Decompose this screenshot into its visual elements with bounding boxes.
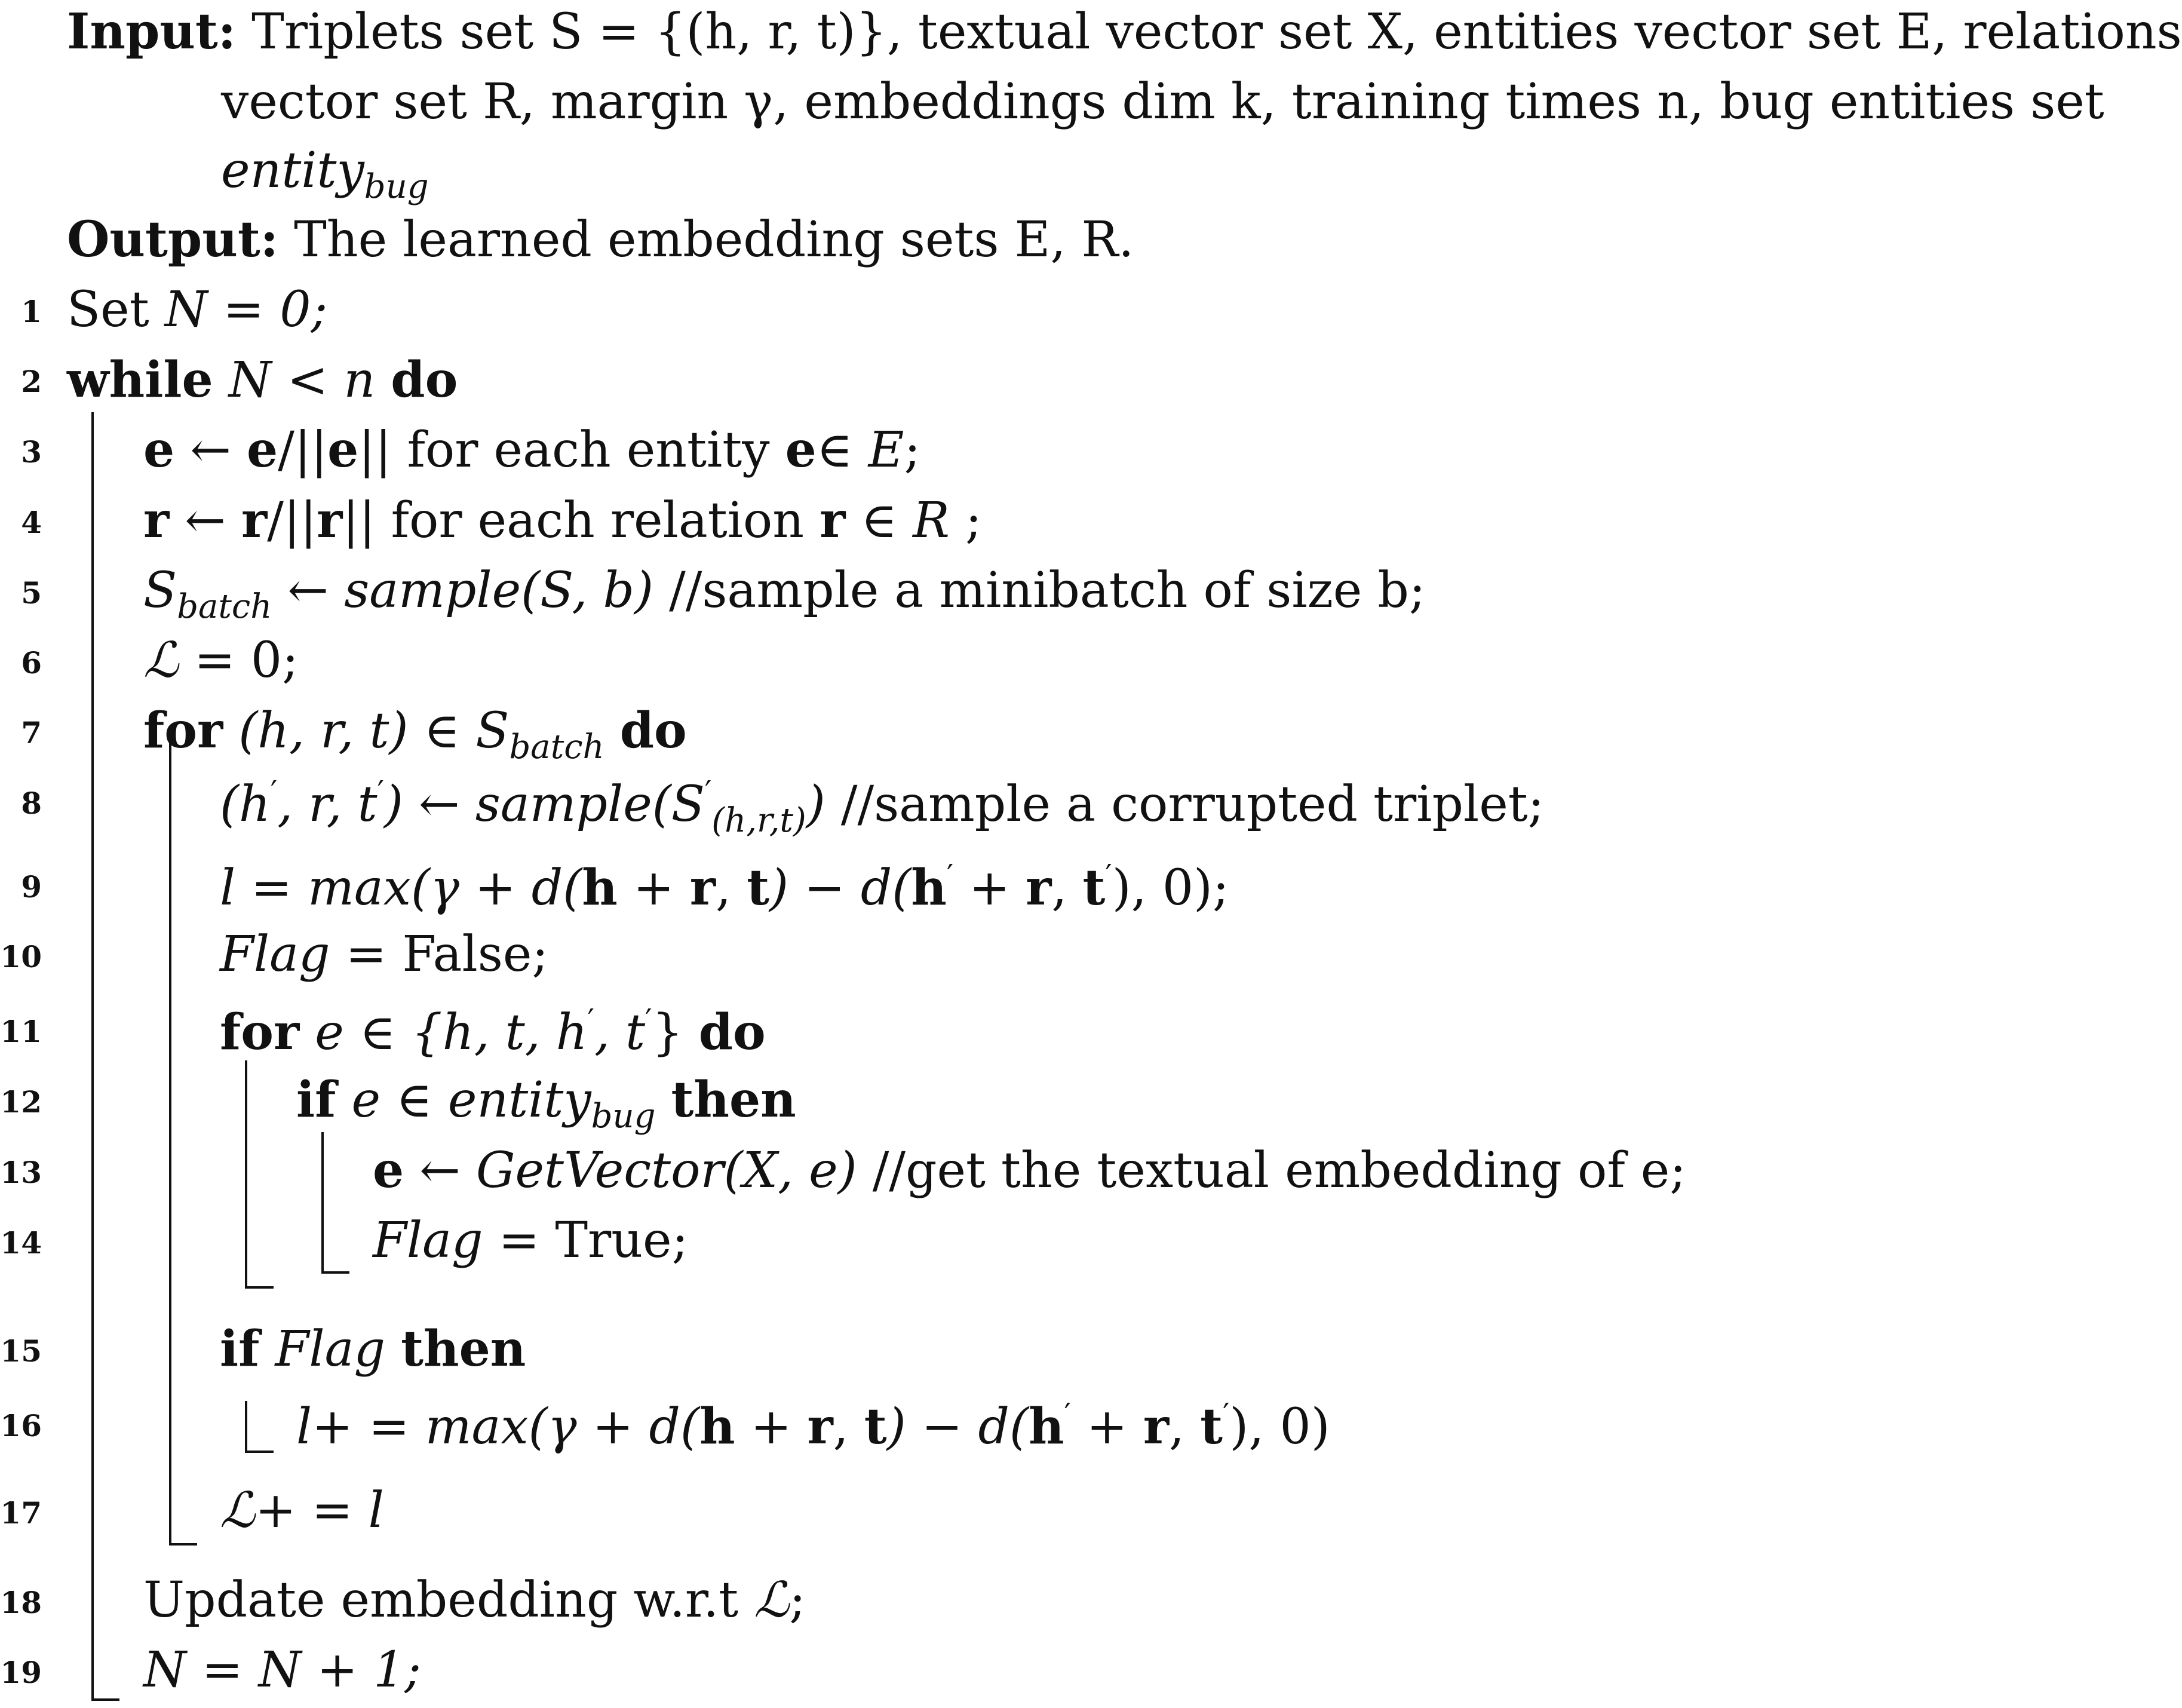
prime: ′ bbox=[1064, 1397, 1071, 1431]
line-number: 3 bbox=[21, 434, 42, 470]
sym: h bbox=[582, 859, 618, 916]
line-number: 6 bbox=[21, 645, 42, 680]
sym: } bbox=[652, 1004, 683, 1061]
input-text-2: vector set R, margin γ, embeddings dim k, training times n, bug entities set bbox=[221, 73, 2104, 130]
kw-if: if bbox=[296, 1071, 336, 1129]
line-number: 11 bbox=[0, 1014, 42, 1049]
sub: (h,r,t) bbox=[711, 801, 806, 840]
sym: ← bbox=[404, 1142, 477, 1199]
sym: t bbox=[1200, 1398, 1223, 1455]
step-12 bbox=[296, 1071, 796, 1136]
sym: ← bbox=[272, 562, 345, 619]
sym: , t bbox=[594, 1004, 646, 1061]
sym: GetVector(X, e) bbox=[476, 1142, 857, 1199]
comment: //get the textual embedding of e; bbox=[857, 1142, 1686, 1199]
line-number: 8 bbox=[21, 786, 42, 821]
line-number: 5 bbox=[21, 575, 42, 611]
sym: ) − d( bbox=[886, 1399, 1029, 1455]
line-number: 12 bbox=[0, 1084, 42, 1120]
kw-then: then bbox=[401, 1320, 526, 1378]
sym: , bbox=[1051, 860, 1083, 916]
sym: , bbox=[715, 860, 747, 916]
sym: S bbox=[143, 562, 177, 619]
input-text-3: entity bbox=[221, 142, 364, 199]
input-text-1: Triplets set S = {(h, r, t)}, textual vector set X, entities vector set E, relations bbox=[251, 4, 2182, 60]
line-number: 7 bbox=[21, 715, 42, 750]
sym: ℒ bbox=[220, 1482, 256, 1539]
sym: Flag bbox=[220, 926, 330, 983]
line-number: 1 bbox=[21, 294, 42, 329]
prime: ′ bbox=[377, 774, 384, 809]
kw-do: do bbox=[391, 351, 458, 409]
sym: , r, t bbox=[277, 776, 378, 833]
sym: (h, r, t) ∈ S bbox=[238, 703, 510, 759]
step-9 bbox=[220, 858, 1229, 916]
line-number: 15 bbox=[0, 1333, 42, 1369]
kw-while: while bbox=[67, 351, 213, 409]
sym: ) bbox=[806, 776, 825, 833]
prime: ′ bbox=[1105, 858, 1112, 893]
prime: ′ bbox=[946, 858, 954, 893]
sym: h bbox=[911, 859, 947, 916]
sub: batch bbox=[177, 587, 272, 626]
sym: = False; bbox=[330, 926, 549, 983]
step-14 bbox=[373, 1212, 689, 1269]
scope-if-bug bbox=[323, 1132, 349, 1272]
text: || for each relation bbox=[342, 492, 820, 549]
sym: l = max(γ + d( bbox=[220, 860, 582, 916]
text: || for each entity bbox=[358, 422, 785, 479]
sym: ℒ bbox=[754, 1572, 790, 1629]
sym: h bbox=[1029, 1398, 1064, 1455]
scope-for-inner bbox=[246, 1060, 274, 1287]
step-17 bbox=[220, 1482, 384, 1539]
prime: ′ bbox=[587, 1002, 594, 1037]
step-6 bbox=[143, 632, 299, 689]
sym: r bbox=[1026, 859, 1052, 916]
sym: + bbox=[617, 860, 690, 916]
sym: sample(S bbox=[475, 776, 705, 833]
kw-for: for bbox=[220, 1004, 300, 1061]
sym: + bbox=[953, 860, 1026, 916]
sym: t bbox=[1082, 859, 1106, 916]
prime: ′ bbox=[645, 1002, 652, 1037]
sym: /|| bbox=[267, 492, 317, 549]
sym: r bbox=[1143, 1398, 1170, 1455]
sym: e bbox=[373, 1142, 404, 1199]
prime: ′ bbox=[270, 774, 278, 809]
kw-do: do bbox=[619, 702, 687, 759]
sym: h bbox=[699, 1398, 735, 1455]
sym: l+ = max(γ + d( bbox=[296, 1399, 699, 1455]
scope-while bbox=[93, 412, 119, 1700]
comment: //sample a corrupted triplet; bbox=[825, 776, 1545, 833]
kw-for: for bbox=[143, 702, 223, 759]
input-line-2 bbox=[221, 73, 2104, 130]
sub: bug bbox=[591, 1097, 656, 1136]
sym: = True; bbox=[483, 1212, 689, 1269]
prime: ′ bbox=[1223, 1397, 1230, 1431]
sym: ℒ bbox=[143, 632, 179, 689]
output-text: The learned embedding sets E, R. bbox=[294, 211, 1134, 268]
sym: r bbox=[317, 492, 343, 549]
sym: ← bbox=[174, 422, 247, 479]
step-8 bbox=[220, 774, 1545, 840]
step-16 bbox=[296, 1397, 1330, 1455]
step-7 bbox=[143, 702, 687, 766]
sym: Flag bbox=[275, 1321, 386, 1378]
kw-set: Set bbox=[67, 281, 149, 338]
step-3 bbox=[143, 421, 921, 479]
input-label: Input: bbox=[67, 3, 237, 60]
step-10 bbox=[220, 926, 549, 983]
sym: ), 0) bbox=[1229, 1399, 1330, 1455]
step-2 bbox=[67, 351, 458, 409]
step-1-text: N = 0; bbox=[164, 281, 328, 338]
sym: ) ← bbox=[383, 776, 475, 833]
sym: t bbox=[747, 859, 769, 916]
sym: + = l bbox=[255, 1482, 384, 1539]
input-text-3-sub: bug bbox=[364, 167, 429, 206]
sym: e bbox=[143, 421, 175, 479]
sym: , bbox=[1169, 1399, 1201, 1455]
kw-then: then bbox=[671, 1071, 796, 1129]
sym: sample(S, b) bbox=[344, 562, 654, 619]
step-19 bbox=[143, 1642, 421, 1698]
sym: r bbox=[241, 492, 268, 549]
line-number: 10 bbox=[0, 939, 42, 974]
sym: N = N + 1; bbox=[143, 1642, 421, 1698]
sym: r bbox=[820, 492, 846, 549]
output-label: Output: bbox=[67, 211, 279, 268]
step-4 bbox=[143, 492, 982, 549]
sym: ; bbox=[789, 1572, 806, 1629]
line-number: 13 bbox=[0, 1155, 42, 1190]
sym: t bbox=[864, 1398, 887, 1455]
line-number: 19 bbox=[0, 1655, 42, 1690]
sub: batch bbox=[509, 728, 604, 766]
sym: = 0; bbox=[179, 632, 299, 689]
sym: R bbox=[913, 492, 950, 549]
sym: + bbox=[735, 1399, 808, 1455]
sym: ← bbox=[169, 492, 242, 549]
sym: ; bbox=[904, 422, 921, 479]
kw-do: do bbox=[698, 1004, 766, 1061]
line-number: 14 bbox=[0, 1225, 42, 1261]
sym: , bbox=[833, 1399, 864, 1455]
input-line-1 bbox=[67, 3, 2182, 60]
line-number: 4 bbox=[21, 505, 42, 540]
step-13 bbox=[373, 1142, 1686, 1199]
sym: e bbox=[327, 421, 359, 479]
prime: ′ bbox=[704, 774, 712, 809]
sym: ), 0); bbox=[1112, 860, 1229, 916]
sym: ∈ bbox=[816, 422, 868, 479]
line-number: 17 bbox=[0, 1495, 42, 1531]
scope-if-flag bbox=[246, 1401, 274, 1452]
sym: Flag bbox=[373, 1212, 483, 1269]
text: Update embedding w.r.t bbox=[143, 1572, 754, 1629]
scope-for-outer bbox=[170, 732, 197, 1544]
step-2-cond: N < n bbox=[228, 352, 376, 409]
sym: e ∈ {h, t, h bbox=[315, 1004, 588, 1061]
step-5 bbox=[143, 562, 1426, 626]
step-15 bbox=[220, 1320, 526, 1378]
sym: r bbox=[143, 492, 170, 549]
sym: ∈ bbox=[845, 492, 913, 549]
output-line bbox=[67, 211, 1134, 268]
kw-if: if bbox=[220, 1320, 260, 1378]
sym: e bbox=[247, 421, 278, 479]
sym: + bbox=[1070, 1399, 1143, 1455]
sym: e ∈ entity bbox=[351, 1072, 591, 1129]
comment: //sample a minibatch of size b; bbox=[653, 562, 1426, 619]
sym: e bbox=[785, 421, 817, 479]
sym: r bbox=[807, 1398, 833, 1455]
line-number: 18 bbox=[0, 1585, 42, 1620]
line-number: 9 bbox=[21, 869, 42, 904]
input-line-3 bbox=[221, 142, 429, 206]
sym: /|| bbox=[278, 422, 328, 479]
sym: ; bbox=[949, 492, 982, 549]
sym: r bbox=[689, 859, 716, 916]
line-number: 2 bbox=[21, 364, 42, 399]
sym: (h bbox=[220, 776, 271, 833]
step-1 bbox=[67, 281, 328, 338]
step-11 bbox=[220, 1002, 766, 1061]
line-number: 16 bbox=[0, 1408, 42, 1443]
sym: ) − d( bbox=[769, 860, 912, 916]
step-18 bbox=[143, 1572, 806, 1629]
sym: E bbox=[868, 422, 904, 479]
